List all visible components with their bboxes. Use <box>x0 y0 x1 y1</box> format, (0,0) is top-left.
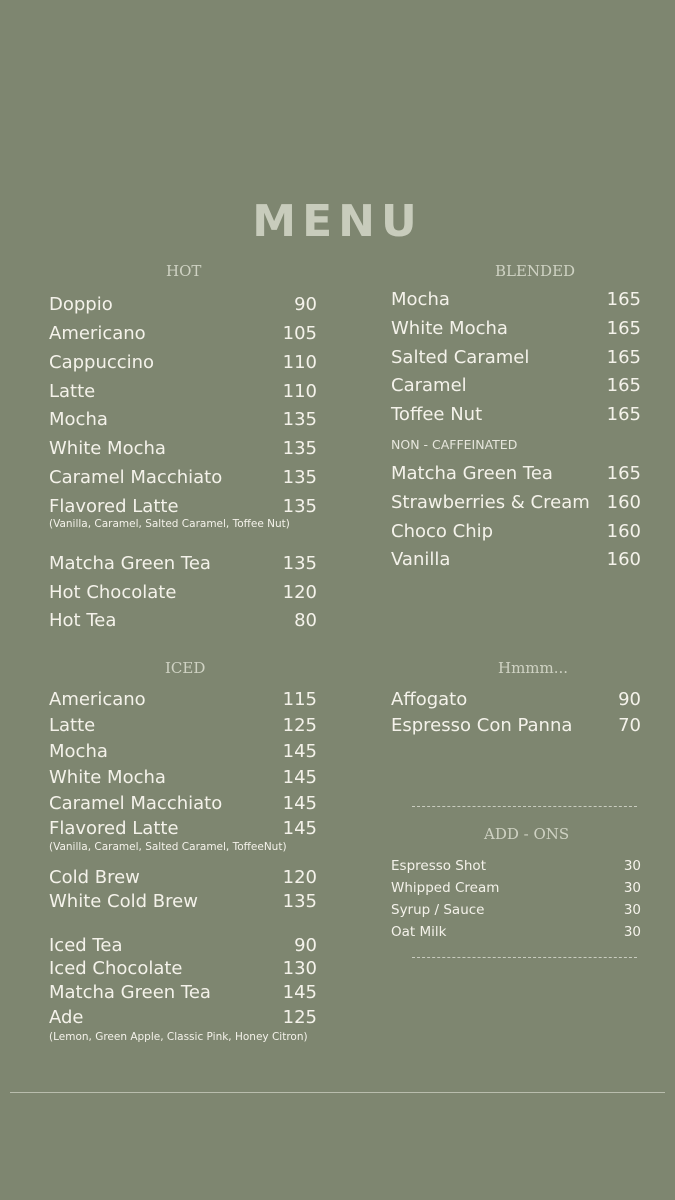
item-name: Hot Chocolate <box>49 582 177 603</box>
item-name: Whipped Cream <box>391 880 500 896</box>
item-price: 135 <box>282 467 317 488</box>
menu-item <box>49 817 317 841</box>
addon-item <box>391 856 641 876</box>
item-price: 145 <box>282 767 317 788</box>
item-price: 160 <box>606 521 641 542</box>
item-name: Latte <box>49 715 96 736</box>
item-name: Matcha Green Tea <box>391 463 553 484</box>
menu-item <box>49 322 317 346</box>
divider-dashed <box>412 806 637 807</box>
menu-title: MENU <box>252 196 423 247</box>
menu-item <box>49 740 317 764</box>
item-name: Mocha <box>49 741 108 762</box>
item-price: 125 <box>282 1007 317 1028</box>
menu-item <box>49 552 317 576</box>
addon-item <box>391 878 641 898</box>
item-price: 145 <box>282 793 317 814</box>
item-price: 30 <box>623 924 641 940</box>
item-price: 70 <box>618 715 641 736</box>
item-name: Syrup / Sauce <box>391 902 485 918</box>
item-price: 165 <box>606 404 641 425</box>
item-price: 135 <box>282 438 317 459</box>
item-name: Cappuccino <box>49 352 155 373</box>
menu-item <box>391 346 641 370</box>
item-name: Caramel Macchiato <box>49 467 223 488</box>
item-name: Salted Caramel <box>391 347 530 368</box>
item-name: White Mocha <box>391 318 508 339</box>
item-price: 125 <box>282 715 317 736</box>
menu-item <box>49 437 317 461</box>
item-name: Matcha Green Tea <box>49 982 211 1003</box>
item-name: Flavored Latte <box>49 496 179 517</box>
menu-item <box>391 317 641 341</box>
item-name: Strawberries & Cream <box>391 492 590 513</box>
hmmm-heading: Hmmm... <box>498 659 569 677</box>
addon-item <box>391 922 641 942</box>
item-price: 115 <box>282 689 317 710</box>
item-price: 130 <box>282 958 317 979</box>
menu-item <box>49 957 317 981</box>
iced-heading: ICED <box>165 659 206 677</box>
menu-item <box>49 890 317 914</box>
item-price: 165 <box>606 375 641 396</box>
item-name: Latte <box>49 381 96 402</box>
addon-item <box>391 900 641 920</box>
item-price: 135 <box>282 409 317 430</box>
item-price: 110 <box>282 381 317 402</box>
item-name: Iced Chocolate <box>49 958 183 979</box>
item-price: 90 <box>294 294 317 315</box>
menu-item <box>49 380 317 404</box>
item-name: Toffee Nut <box>391 404 483 425</box>
item-price: 30 <box>623 902 641 918</box>
item-price: 105 <box>282 323 317 344</box>
item-price: 145 <box>282 741 317 762</box>
item-name: Oat Milk <box>391 924 447 940</box>
item-name: Affogato <box>391 689 468 710</box>
non-caffeinated-heading: NON - CAFFEINATED <box>391 437 518 452</box>
menu-item <box>391 714 641 738</box>
menu-item <box>49 981 317 1005</box>
item-price: 165 <box>606 318 641 339</box>
item-price: 120 <box>282 867 317 888</box>
item-name: Hot Tea <box>49 610 117 631</box>
menu-item <box>391 462 641 486</box>
menu-item <box>391 548 641 572</box>
item-price: 110 <box>282 352 317 373</box>
item-name: Espresso Con Panna <box>391 715 573 736</box>
item-name: Caramel <box>391 375 467 396</box>
item-name: White Cold Brew <box>49 891 198 912</box>
menu-item <box>49 581 317 605</box>
menu-item <box>49 792 317 816</box>
menu-item <box>49 766 317 790</box>
item-name: Vanilla <box>391 549 451 570</box>
item-price: 80 <box>294 610 317 631</box>
item-name: Caramel Macchiato <box>49 793 223 814</box>
item-price: 160 <box>606 492 641 513</box>
item-price: 165 <box>606 347 641 368</box>
menu-item <box>49 293 317 317</box>
ade-note: (Lemon, Green Apple, Classic Pink, Honey Citron) <box>49 1031 308 1043</box>
item-price: 30 <box>623 858 641 874</box>
menu-item <box>49 714 317 738</box>
hot-heading: HOT <box>166 262 202 280</box>
menu-item <box>49 688 317 712</box>
item-name: Matcha Green Tea <box>49 553 211 574</box>
menu-item <box>49 408 317 432</box>
item-price: 145 <box>282 818 317 839</box>
menu-item <box>49 466 317 490</box>
menu-item <box>49 1006 317 1030</box>
menu-item <box>391 688 641 712</box>
item-name: Americano <box>49 689 146 710</box>
item-name: Ade <box>49 1007 84 1028</box>
item-name: Choco Chip <box>391 521 494 542</box>
item-name: White Mocha <box>49 767 166 788</box>
blended-heading: BLENDED <box>495 262 576 280</box>
menu-item <box>49 934 317 958</box>
menu-item <box>49 866 317 890</box>
item-price: 135 <box>282 496 317 517</box>
addons-heading: ADD - ONS <box>484 825 570 843</box>
item-price: 90 <box>618 689 641 710</box>
item-price: 145 <box>282 982 317 1003</box>
item-name: Mocha <box>391 289 450 310</box>
item-name: Cold Brew <box>49 867 140 888</box>
item-price: 135 <box>282 553 317 574</box>
menu-item <box>391 520 641 544</box>
menu-item <box>49 495 317 519</box>
item-price: 165 <box>606 289 641 310</box>
menu-item <box>391 374 641 398</box>
item-price: 165 <box>606 463 641 484</box>
bottom-rule <box>10 1092 665 1093</box>
item-name: Flavored Latte <box>49 818 179 839</box>
flavor-note: (Vanilla, Caramel, Salted Caramel, ToffeeNut) <box>49 841 287 853</box>
item-name: Iced Tea <box>49 935 123 956</box>
item-price: 135 <box>282 891 317 912</box>
item-name: White Mocha <box>49 438 166 459</box>
item-price: 30 <box>623 880 641 896</box>
item-name: Americano <box>49 323 146 344</box>
item-name: Mocha <box>49 409 108 430</box>
menu-item <box>391 403 641 427</box>
item-price: 90 <box>294 935 317 956</box>
divider-dashed <box>412 957 637 958</box>
item-price: 120 <box>282 582 317 603</box>
menu-item <box>391 288 641 312</box>
menu-item <box>49 609 317 633</box>
item-name: Espresso Shot <box>391 858 486 874</box>
flavor-note: (Vanilla, Caramel, Salted Caramel, Toffee Nut) <box>49 518 290 530</box>
item-name: Doppio <box>49 294 113 315</box>
menu-item <box>49 351 317 375</box>
menu-item <box>391 491 641 515</box>
item-price: 160 <box>606 549 641 570</box>
